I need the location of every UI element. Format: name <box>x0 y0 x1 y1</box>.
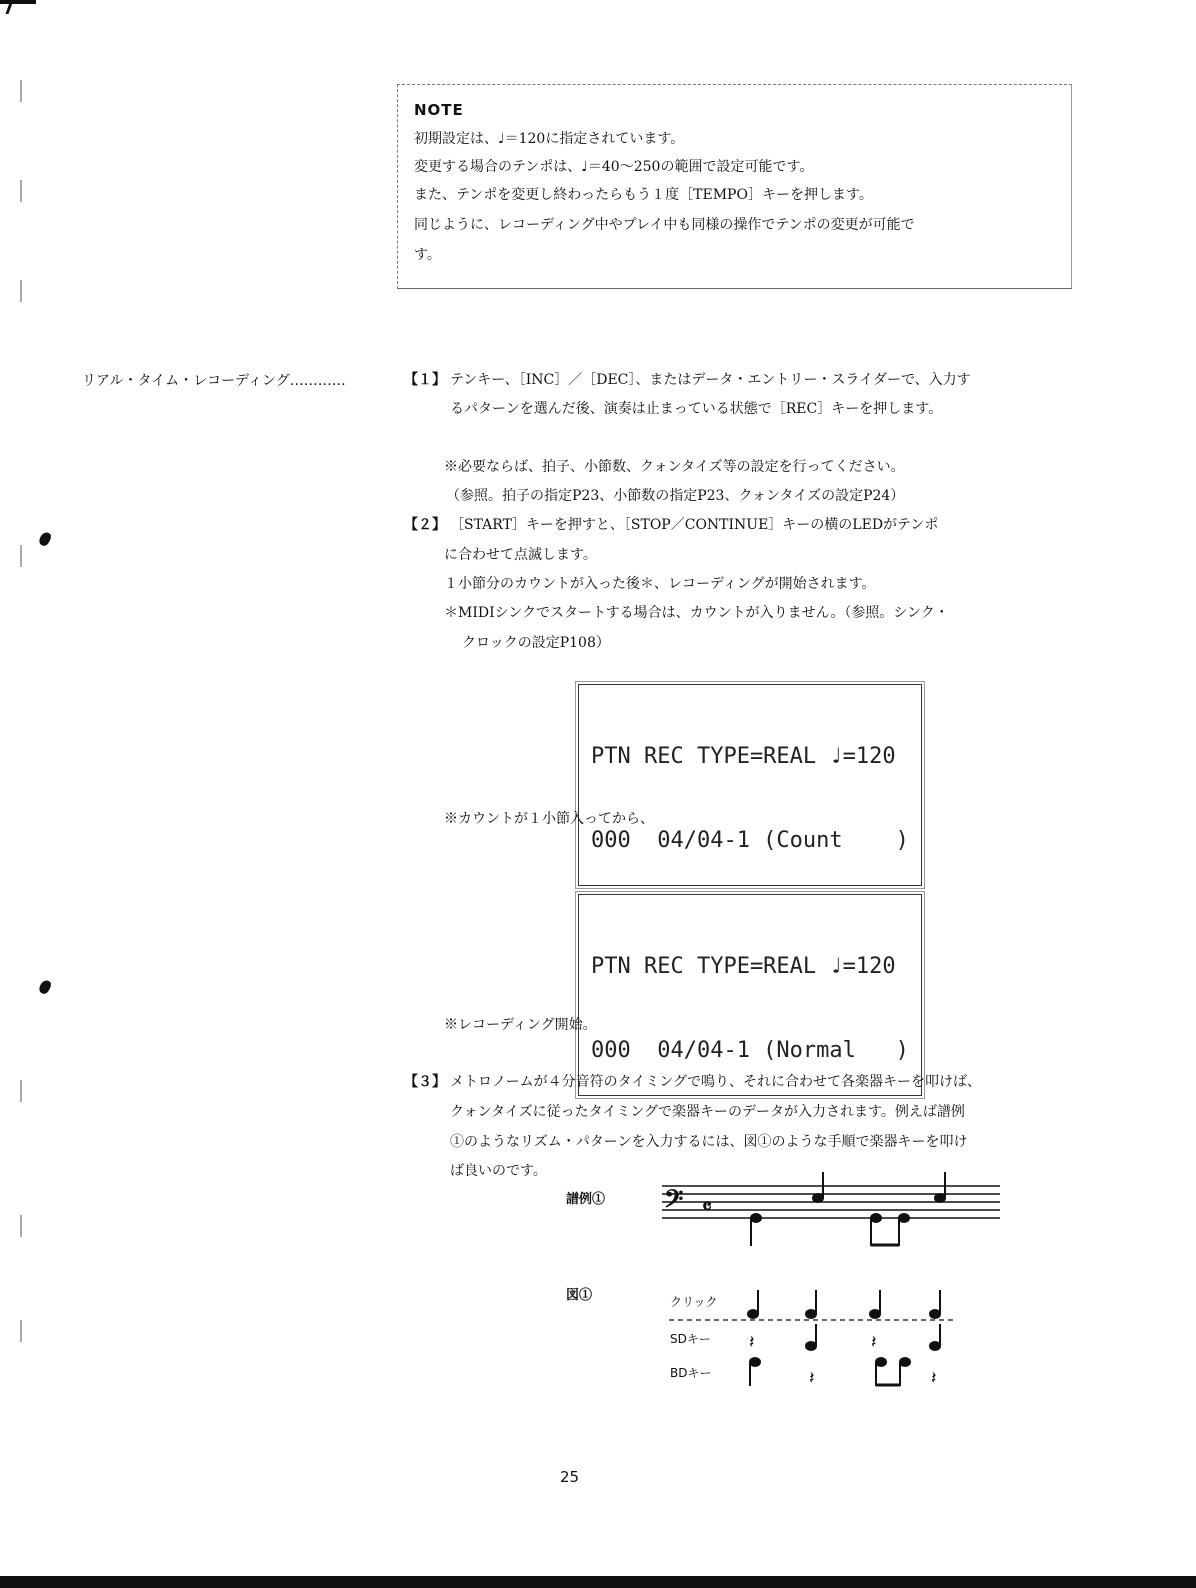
lcd-line: 000 04/04-1 (Count ) <box>591 828 909 853</box>
svg-text:𝄽: 𝄽 <box>809 1368 815 1389</box>
step-text: クロックの設定P108） <box>462 635 610 651</box>
binding-hole-mark <box>38 979 53 996</box>
margin-tick <box>20 80 22 102</box>
margin-tick <box>20 280 22 302</box>
svg-text:𝄽: 𝄽 <box>749 1332 755 1353</box>
margin-tick <box>20 1215 22 1237</box>
lcd-line: PTN REC TYPE=REAL ♩=120 <box>591 744 896 769</box>
lcd-display-count <box>578 684 922 886</box>
step-text: メトロノームが４分音符のタイミングで鳴り、それに合わせて各楽器キーを叩けば、 <box>450 1074 982 1090</box>
step-text: クォンタイズに従ったタイミングで楽器キーのデータが入力されます。例えば譜例 <box>450 1104 965 1120</box>
page-number: 25 <box>560 1468 580 1486</box>
note-line: また、テンポを変更し終わったらもう１度［TEMPO］キーを押します。 <box>414 187 873 203</box>
svg-text:𝄽: 𝄽 <box>871 1332 877 1353</box>
binding-hole-mark <box>38 531 53 548</box>
step-caption: ※カウントが１小節入ってから、 <box>444 811 654 827</box>
step-number: 【２】 <box>404 517 446 533</box>
score-figure <box>658 1170 1004 1250</box>
margin-tick <box>20 1320 22 1342</box>
margin-tick <box>20 545 22 567</box>
step-text: ［START］キーを押すと、［STOP／CONTINUE］キーの横のLEDがテンポ <box>450 517 939 533</box>
row-label-bd: BDキー <box>670 1366 712 1380</box>
score-label: 譜例① <box>566 1192 606 1207</box>
page-bottom-edge <box>0 1576 1196 1588</box>
step-caption: ※レコーディング開始。 <box>444 1017 597 1033</box>
margin-tick <box>20 1080 22 1102</box>
step-text: ＊MIDIシンクでスタートする場合は、カウントが入りません。（参照。シンク・ <box>444 605 949 621</box>
step-number: 【３】 <box>404 1074 446 1090</box>
step-text: １小節分のカウントが入った後＊、レコーディングが開始されます。 <box>444 576 876 592</box>
step-text: るパターンを選んだ後、演奏は止まっている状態で［REC］キーを押します。 <box>450 401 943 417</box>
step-note: ※必要ならば、拍子、小節数、クォンタイズ等の設定を行ってください。 <box>444 459 905 475</box>
note-title: NOTE <box>414 101 464 119</box>
step-text: ば良いのです。 <box>450 1163 547 1179</box>
note-line: 変更する場合のテンポは、♩＝40〜250の範囲で設定可能です。 <box>414 159 814 175</box>
note-line: 初期設定は、♩＝120に指定されています。 <box>414 131 685 147</box>
diagram-label: 図① <box>566 1288 593 1303</box>
lcd-line: PTN REC TYPE=REAL ♩=120 <box>591 954 896 979</box>
lcd-line: 000 04/04-1 (Normal ) <box>591 1038 909 1063</box>
row-label-sd: SDキー <box>670 1332 711 1346</box>
step-note: （参照。拍子の指定P23、小節数の指定P23、クォンタイズの設定P24） <box>446 488 905 504</box>
step-text: に合わせて点滅します。 <box>444 547 597 563</box>
margin-tick <box>20 180 22 202</box>
note-line: す。 <box>414 247 441 263</box>
step-number: 【１】 <box>404 372 446 388</box>
section-heading: リアル・タイム・レコーディング………… <box>82 373 346 389</box>
row-label-click: クリック <box>670 1295 718 1309</box>
note-line: 同じように、レコーディング中やプレイ中も同様の操作でテンポの変更が可能で <box>414 217 915 233</box>
svg-text:𝄢: 𝄢 <box>664 1185 684 1220</box>
lcd-display-normal <box>578 894 922 1096</box>
corner-mark-top-left <box>0 0 36 4</box>
svg-text:𝄴: 𝄴 <box>702 1194 712 1220</box>
step-text: テンキー、［INC］／［DEC］、またはデータ・エントリー・スライダーで、入力す <box>450 372 971 388</box>
step-text: ①のようなリズム・パターンを入力するには、図①のような手順で楽器キーを叩け <box>450 1134 968 1150</box>
svg-text:𝄽: 𝄽 <box>931 1368 937 1389</box>
input-diagram <box>665 1284 965 1394</box>
